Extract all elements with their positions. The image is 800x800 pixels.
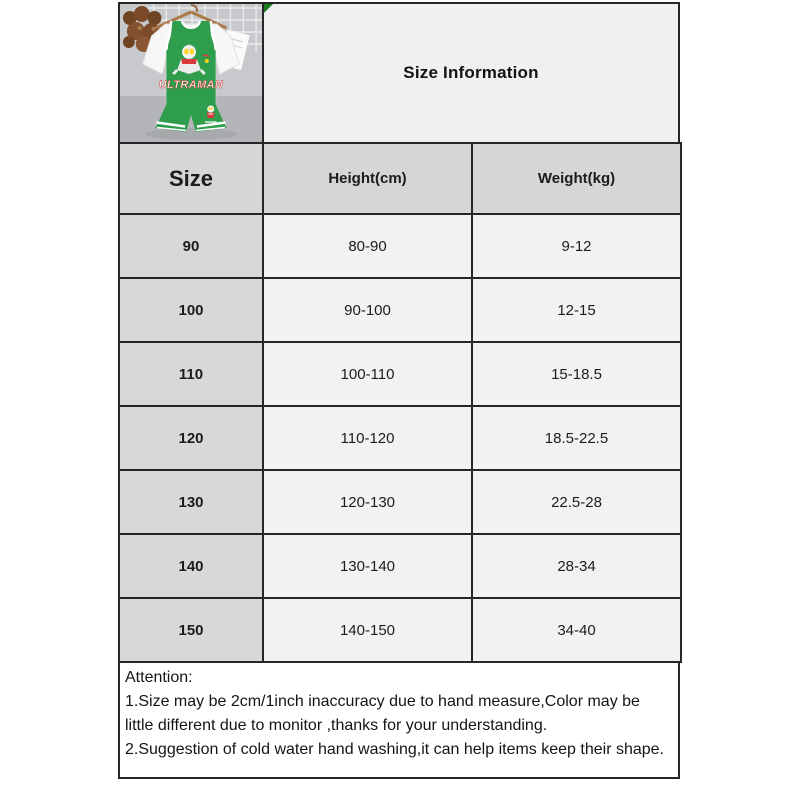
jersey-top-graphic (159, 21, 224, 108)
weight-cell: 12-15 (472, 278, 681, 342)
size-table-body (119, 143, 681, 662)
height-cell: 90-100 (263, 278, 472, 342)
size-information-banner (264, 4, 678, 142)
table-row (119, 278, 681, 342)
top-row (118, 2, 680, 144)
product-photo (120, 4, 264, 142)
product-photo-illustration (120, 4, 262, 142)
size-chart (118, 2, 680, 779)
table-row (119, 534, 681, 598)
size-cell: 120 (119, 406, 263, 470)
attention-title: Attention: (125, 669, 193, 686)
size-cell: 130 (119, 470, 263, 534)
table-row (119, 470, 681, 534)
height-cell: 100-110 (263, 342, 472, 406)
weight-cell: 28-34 (472, 534, 681, 598)
height-cell: 130-140 (263, 534, 472, 598)
attention-line-1: 1.Size may be 2cm/1inch inaccuracy due to hand measure,Color may be little different due to monitor ,thanks for your understanding. (125, 693, 640, 734)
size-cell: 90 (119, 214, 263, 278)
height-cell: 80-90 (263, 214, 472, 278)
size-cell: 110 (119, 342, 263, 406)
height-cell: 140-150 (263, 598, 472, 662)
weight-cell: 9-12 (472, 214, 681, 278)
weight-cell: 22.5-28 (472, 470, 681, 534)
corner-marker-icon (264, 4, 273, 13)
attention-line-2: 2.Suggestion of cold water hand washing,it can help items keep their shape. (125, 741, 664, 758)
size-cell: 150 (119, 598, 263, 662)
table-row (119, 406, 681, 470)
column-header-height: Height(cm) (263, 143, 472, 214)
table-row (119, 342, 681, 406)
column-header-weight: Weight(kg) (472, 143, 681, 214)
table-row (119, 214, 681, 278)
size-cell: 100 (119, 278, 263, 342)
page-title: Size Information (403, 63, 539, 82)
weight-cell: 34-40 (472, 598, 681, 662)
weight-cell: 18.5-22.5 (472, 406, 681, 470)
weight-cell: 15-18.5 (472, 342, 681, 406)
size-table (118, 142, 682, 663)
size-cell: 140 (119, 534, 263, 598)
table-row (119, 598, 681, 662)
height-cell: 110-120 (263, 406, 472, 470)
height-cell: 120-130 (263, 470, 472, 534)
size-table-header-row (119, 143, 681, 214)
attention-note (118, 661, 680, 779)
jersey-wordmark: ULTRAMAN (158, 78, 224, 92)
column-header-size: Size (119, 143, 263, 214)
